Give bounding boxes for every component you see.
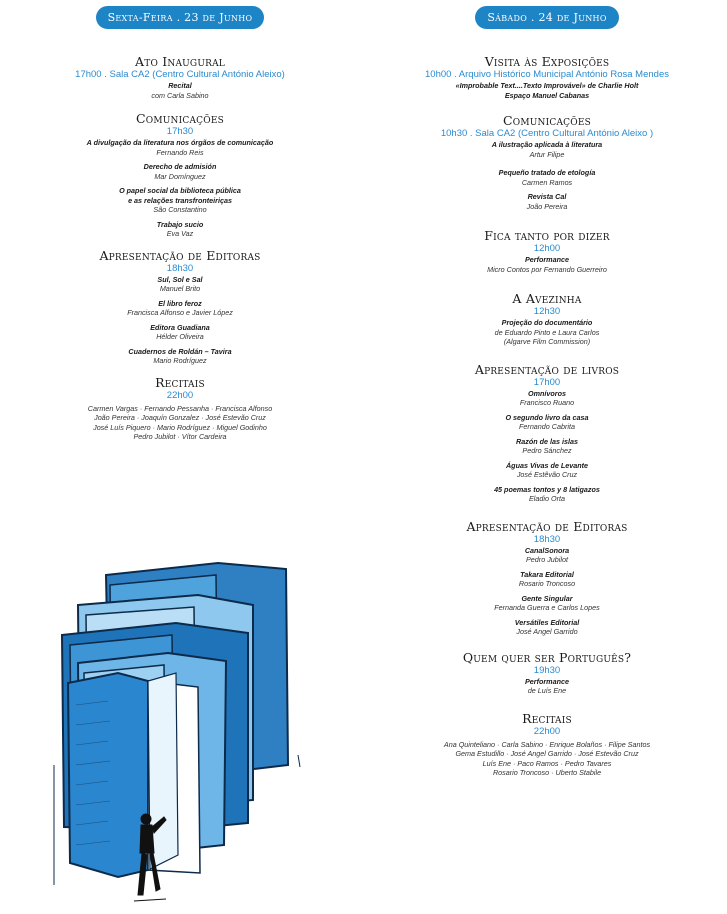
entry-title: CanalSonora bbox=[524, 545, 570, 555]
livros-time: 17h00 bbox=[533, 376, 561, 388]
entry-title: Editora Guadiana bbox=[150, 322, 210, 332]
saturday-column bbox=[367, 0, 727, 778]
livros-title: Apresentação de livros bbox=[474, 361, 620, 377]
saturday-date-badge: Sábado . 24 de Junho bbox=[475, 6, 618, 29]
recitais-names-line: Pedro Jubilot · Vítor Cardeira bbox=[133, 432, 227, 441]
saturday-editoras-time: 18h30 bbox=[533, 533, 561, 545]
entry-title: Takara Editorial bbox=[520, 569, 574, 579]
recitais-names-line: Rosario Troncoso · Uberto Stabile bbox=[492, 768, 602, 777]
saturday-comunicacoes-title: Comunicações bbox=[503, 113, 591, 128]
friday-recitais-title: Recitais bbox=[155, 374, 205, 390]
ato-inaugural-item: Recital bbox=[168, 81, 192, 90]
avezinha-time: 12h30 bbox=[533, 306, 561, 317]
entry-title: A ilustração aplicada à literatura bbox=[491, 140, 603, 149]
list-item bbox=[367, 570, 727, 589]
list-item bbox=[0, 299, 360, 318]
list-item bbox=[0, 138, 360, 157]
recitais-names-line: Carmen Vargas · Fernando Pessanha · Francisca Alfonso bbox=[87, 403, 273, 413]
entry-title: Águas Vivas de Levante bbox=[505, 460, 589, 470]
recitais-names-line: João Pereira · Joaquín Gonzalez · José Estevão Cruz bbox=[94, 413, 266, 422]
list-item bbox=[0, 220, 360, 239]
visita-item: «Improbable Text....Texto Improvável» de Charlie Holt bbox=[455, 81, 639, 90]
avezinha-title: A Avezinha bbox=[512, 291, 582, 306]
friday-editoras-title: Apresentação de Editoras bbox=[99, 247, 261, 263]
entry-title: Derecho de admisión bbox=[143, 162, 217, 171]
entry-title: Omnívoros bbox=[528, 388, 566, 398]
list-item bbox=[367, 437, 727, 456]
entry-title: A divulgação da literatura nos órgãos de comunicação bbox=[86, 138, 274, 147]
entry-author: Fernanda Guerra e Carlos Lopes bbox=[494, 603, 600, 612]
entry-author: Mario Rodríguez bbox=[153, 356, 207, 365]
entry-author: Eva Vaz bbox=[166, 229, 194, 238]
entry-author: Francisco Ruano bbox=[519, 398, 575, 407]
list-item bbox=[367, 140, 727, 159]
list-item bbox=[367, 461, 727, 480]
list-item bbox=[0, 162, 360, 181]
visita-by: Espaço Manuel Cabanas bbox=[504, 90, 590, 100]
entry-title: Sul, Sol e Sal bbox=[157, 274, 203, 284]
entry-author: Artur Filipe bbox=[529, 149, 565, 159]
entry-title: Pequeño tratado de etología bbox=[498, 168, 596, 177]
quem-title: Quem quer ser Português? bbox=[462, 649, 632, 665]
list-item bbox=[0, 186, 360, 215]
quem-time: 19h30 bbox=[533, 664, 561, 676]
recitais-names-line: Luís Ene · Paco Ramos · Pedro Tavares bbox=[482, 758, 612, 768]
avezinha-line: de Eduardo Pinto e Laura Carlos bbox=[494, 327, 600, 337]
entry-title: 45 poemas tontos y 8 latigazos bbox=[494, 484, 600, 494]
saturday-comunicacoes-time: 10h30 . Sala CA2 (Centro Cultural António Aleixo ) bbox=[440, 128, 654, 139]
recitais-names-line: Ana Quinteliano · Carla Sabino · Enrique Bolaños · Filipe Santos bbox=[443, 739, 651, 749]
fica-item: Performance bbox=[525, 255, 569, 264]
entry-author: Carmen Ramos bbox=[521, 177, 573, 187]
saturday-recitais-time: 22h00 bbox=[533, 725, 561, 737]
entry-author: José Angel Garrido bbox=[516, 627, 578, 636]
entry-author: João Pereira bbox=[526, 201, 568, 211]
list-item bbox=[367, 485, 727, 504]
entry-title: Trabajo sucio bbox=[156, 219, 204, 229]
list-item bbox=[367, 594, 727, 613]
entry-title: O papel social da biblioteca pública bbox=[119, 186, 241, 195]
entry-title: Gente Singular bbox=[521, 593, 573, 603]
ato-inaugural-by: com Carla Sabino bbox=[151, 90, 209, 100]
entry-author: Eladio Orta bbox=[529, 494, 565, 503]
list-item bbox=[367, 389, 727, 408]
entry-author: Hélder Oliveira bbox=[156, 332, 204, 341]
fica-by: Micro Contos por Fernando Guerreiro bbox=[487, 264, 607, 274]
entry-author: Pedro Jubilot bbox=[526, 555, 568, 564]
entry-title: O segundo livro da casa bbox=[505, 412, 589, 422]
avezinha-line: Projeção do documentário bbox=[501, 318, 593, 327]
entry-author: Fernando Cabrita bbox=[519, 422, 575, 431]
entry-title: Versátiles Editorial bbox=[514, 617, 580, 627]
list-item bbox=[0, 323, 360, 342]
quem-item: Performance bbox=[525, 676, 569, 686]
visita-title: Visita às Exposições bbox=[484, 54, 610, 69]
friday-date-badge: Sexta-Feira . 23 de Junho bbox=[96, 6, 265, 29]
entry-title: Cuadernos de Roldán – Tavira bbox=[128, 346, 232, 356]
entry-author: Rosario Troncoso bbox=[518, 579, 576, 588]
list-item bbox=[0, 347, 360, 366]
list-item bbox=[367, 192, 727, 211]
entry-title-cont: e as relações transfronteiriças bbox=[128, 195, 232, 205]
friday-comunicacoes-time: 17h30 bbox=[166, 126, 194, 137]
entry-title: Revista Cal bbox=[527, 192, 567, 201]
friday-recitais-time: 22h00 bbox=[166, 389, 194, 401]
recitais-names-line: José Luís Piquero · Mario Rodríguez · Miguel Godinho bbox=[93, 422, 267, 432]
entry-author: José Estêvão Cruz bbox=[516, 470, 578, 479]
friday-comunicacoes-title: Comunicações bbox=[136, 111, 224, 126]
visita-place: 10h00 . Arquivo Histórico Municipal António Rosa Mendes bbox=[425, 69, 669, 80]
recitais-names-line: Gema Estudillo · José Angel Garrido · José Estevão Cruz bbox=[455, 749, 639, 758]
friday-column bbox=[0, 0, 360, 442]
entry-author: Pedro Sánchez bbox=[522, 446, 572, 455]
avezinha-line: (Algarve Film Commission) bbox=[503, 337, 591, 346]
saturday-recitais-title: Recitais bbox=[522, 710, 572, 726]
entry-author: Francisca Alfonso e Javier López bbox=[127, 308, 233, 317]
entry-title: Razón de las islas bbox=[516, 436, 578, 446]
list-item bbox=[0, 275, 360, 294]
ato-inaugural-title: Ato Inaugural bbox=[135, 54, 225, 69]
fica-title: Fica tanto por dizer bbox=[484, 228, 610, 243]
ato-inaugural-place: 17h00 . Sala CA2 (Centro Cultural António Aleixo) bbox=[75, 69, 285, 80]
entry-author: Mar Domínguez bbox=[154, 171, 206, 181]
entry-author: Fernando Reis bbox=[156, 147, 204, 157]
open-books-illustration-icon bbox=[48, 555, 318, 910]
list-item bbox=[367, 618, 727, 637]
entry-author: Manuel Brito bbox=[159, 284, 201, 293]
fica-time: 12h00 bbox=[533, 243, 561, 254]
quem-by: de Luís Ene bbox=[527, 686, 567, 695]
list-item bbox=[367, 413, 727, 432]
friday-editoras-time: 18h30 bbox=[166, 262, 194, 274]
list-item bbox=[367, 168, 727, 187]
list-item bbox=[367, 546, 727, 565]
entry-title: El libro feroz bbox=[158, 298, 202, 308]
saturday-editoras-title: Apresentação de Editoras bbox=[466, 518, 628, 534]
entry-author: São Constantino bbox=[153, 205, 207, 214]
